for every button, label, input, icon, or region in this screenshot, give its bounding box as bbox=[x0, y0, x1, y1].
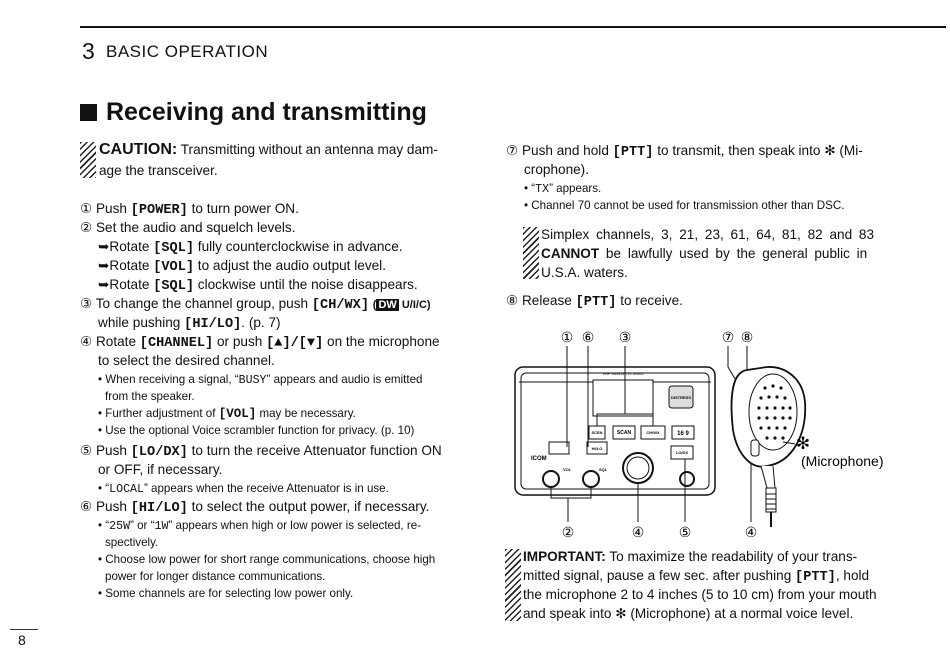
vol-knob bbox=[543, 471, 559, 487]
important-line-3: the microphone 2 to 4 inches (5 to 10 cm) from your mouth bbox=[523, 587, 877, 602]
lodx-button: LO/DX bbox=[675, 450, 689, 455]
important-line-1: IMPORTANT: To maximize the readability of your trans- bbox=[523, 549, 858, 564]
step-4-bullet-1-cont: from the speaker. bbox=[105, 390, 195, 403]
simplex-hatch-icon bbox=[523, 227, 539, 279]
step-4-bullet-2: • Further adjustment of [VOL] may be necessary. bbox=[98, 407, 356, 421]
important-line-2: mitted signal, pause a few sec. after pushing [PTT], hold bbox=[523, 568, 870, 585]
caution-text-2: age the transceiver. bbox=[99, 163, 218, 178]
distress-label: DISTRESS bbox=[670, 395, 692, 400]
chapter-title: BASIC OPERATION bbox=[106, 42, 269, 61]
sql-label: SQL bbox=[599, 467, 608, 472]
step-7-bullet-2: • Channel 70 cannot be used for transmission other than DSC. bbox=[524, 199, 845, 212]
hilo-button: HI/LO bbox=[591, 446, 603, 451]
important-line-4: and speak into ✻ (Microphone) at a normal voice level. bbox=[523, 606, 854, 621]
step-6-bullet-1: • “25W” or “1W” appears when high or low power is selected, re- bbox=[98, 519, 422, 533]
step-4-bullet-3: • Use the optional Voice scrambler function for privacy. (p. 10) bbox=[98, 424, 415, 437]
caution-label: CAUTION: bbox=[99, 141, 178, 158]
callout-3: ③ bbox=[618, 329, 632, 345]
step-6-bullet-2: • Choose low power for short range communications, choose high bbox=[98, 553, 436, 566]
scan-button: SCAN bbox=[616, 430, 632, 436]
microphone-label: (Microphone) bbox=[801, 453, 884, 469]
step-8: ⑧ Release [PTT] to receive. bbox=[506, 293, 683, 310]
step-7-line-2: crophone). bbox=[524, 162, 589, 177]
step-1: ① Push [POWER] to turn power ON. bbox=[80, 201, 299, 218]
step-5-bullet-1: • “LOCAL” appears when the receive Attenuator is in use. bbox=[98, 482, 389, 496]
microphone bbox=[732, 367, 806, 527]
step-7-bullet-1: • “TX” appears. bbox=[524, 182, 602, 196]
callout-1: ① bbox=[560, 329, 574, 345]
important-hatch-icon bbox=[505, 549, 521, 621]
dw-badge-icon: DW bbox=[378, 299, 397, 311]
vol-label: VOL bbox=[563, 467, 572, 472]
step-2: ② Set the audio and squelch levels. bbox=[80, 220, 296, 235]
chapter-number: 3 bbox=[82, 38, 95, 64]
section-title-text: Receiving and transmitting bbox=[106, 98, 427, 126]
simplex-line-1: Simplex channels, 3, 21, 23, 61, 64, 81, 82 and 83 bbox=[541, 227, 875, 242]
step-5: ⑤ Push [LO/DX] to turn the receive Attenuator function ON bbox=[80, 443, 442, 460]
step-6: ⑥ Push [HI/LO] to select the output power, if necessary. bbox=[80, 499, 430, 516]
callout-2: ② bbox=[561, 524, 575, 540]
step-2c: ➥Rotate [SQL] clockwise until the noise disappears. bbox=[98, 277, 418, 294]
ch16-button: 16 9 bbox=[677, 431, 689, 437]
step-6-bullet-3: • Some channels are for selecting low power only. bbox=[98, 587, 354, 600]
callout-5: ⑤ bbox=[678, 524, 692, 540]
simplex-line-2: CANNOT be lawfully used by the general public in bbox=[541, 246, 868, 261]
sql-knob bbox=[583, 471, 599, 487]
page-number: 8 bbox=[18, 632, 26, 648]
header-rule bbox=[80, 26, 946, 28]
step-5-line-2: or OFF, if necessary. bbox=[98, 462, 223, 477]
step-4-line-2: to select the desired channel. bbox=[98, 353, 275, 368]
caution-text: Transmitting without an antenna may dam- bbox=[180, 142, 438, 157]
step-6-bullet-2-cont: power for longer distance communications. bbox=[105, 570, 326, 583]
icom-logo: ICOM bbox=[531, 456, 547, 462]
chwx-button: CH/WX bbox=[646, 430, 660, 435]
mic-jack bbox=[680, 472, 694, 486]
page-number-rule bbox=[10, 629, 38, 630]
mic-star-icon: ✻ bbox=[795, 434, 811, 453]
radio-display bbox=[593, 380, 653, 416]
step-6-bullet-1-cont: spectively. bbox=[105, 536, 159, 549]
step-7: ⑦ Push and hold [PTT] to transmit, then speak into ✻ (Mi- bbox=[506, 143, 863, 160]
radio-figure bbox=[505, 322, 905, 544]
step-2a: ➥Rotate [SQL] fully counterclockwise in advance. bbox=[98, 239, 403, 256]
section-square-icon bbox=[80, 104, 97, 121]
caution-hatch-icon bbox=[80, 142, 96, 178]
caution-line-1 bbox=[99, 140, 438, 159]
callout-7: ⑦ bbox=[721, 329, 735, 345]
step-2b: ➥Rotate [VOL] to adjust the audio output level. bbox=[98, 258, 386, 275]
callout-6: ⑥ bbox=[581, 329, 595, 345]
scen-button: SCEN bbox=[591, 430, 603, 435]
step-4: ④ Rotate [CHANNEL] or push [▲]/[▼] on the microphone bbox=[80, 334, 440, 351]
step-3-line-2: while pushing [HI/LO]. (p. 7) bbox=[98, 315, 281, 332]
section-title bbox=[80, 98, 427, 127]
callout-4-mic: ④ bbox=[744, 524, 758, 540]
radio-model-label: VHF MARINE IC-M502 bbox=[602, 371, 644, 376]
simplex-line-3: U.S.A. waters. bbox=[541, 265, 628, 280]
step-3: ③ To change the channel group, push [CH/WX] ( DW U/I/C) bbox=[80, 296, 431, 313]
callout-8: ⑧ bbox=[740, 329, 754, 345]
step-4-bullet-1: • When receiving a signal, “BUSY” appears and audio is emitted bbox=[98, 373, 423, 387]
callout-4: ④ bbox=[631, 524, 645, 540]
